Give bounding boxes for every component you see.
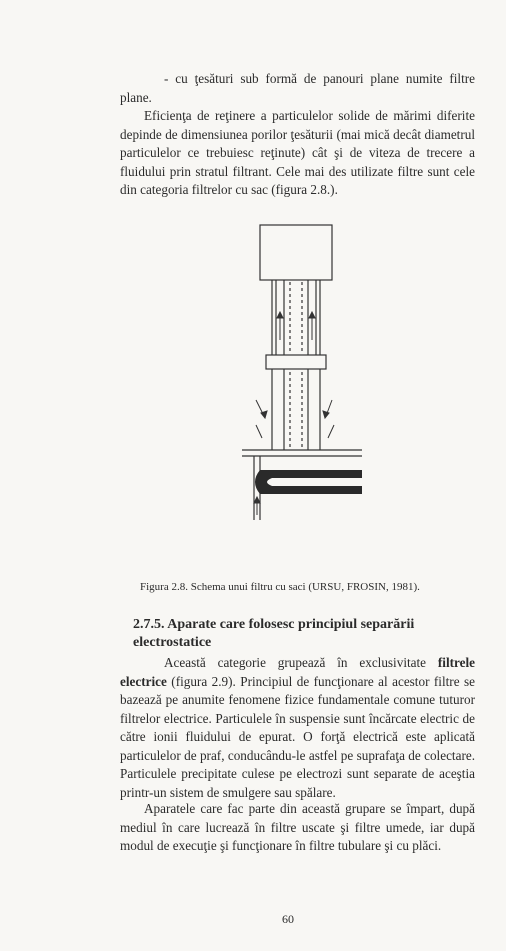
- paragraph-filtre-plane: - cu ţesături sub formă de panouri plane numite filtre plane.: [120, 71, 475, 105]
- figure-caption: Figura 2.8. Schema unui filtru cu saci (URSU, FROSIN, 1981).: [140, 581, 420, 593]
- paragraph-eficienta: Eficienţa de reţinere a particulelor solide de mărimi diferite depinde de dimensiunea porilor ţesăturii (mai mică decât diametrul particulelor ce trebuiesc reţinute) cât şi de viteza de trecere a fluidului prin stratul filtrant. Cele mai des utilizate filtre sunt cele din categoria filtrelor cu sac (figura 2.8.).: [120, 108, 475, 197]
- paragraph-filtre-electrice: Această categorie grupează în exclusivitate filtrele electrice (figura 2.9). Principiul de funcţionare al acestor filtre se bazează pe anumite fenomene fizice fundamentale comune tuturor filtrelor electrice. Particulele în suspensie sunt încărcate electric de către ionii fluidului de epurat. O forţă electrică este aplicată particulelor de praf, conducându-le astfel pe suprafaţa de colectare. Particulele precipitate culese pe electrozi sunt separate de aceştia printr-un sistem de smulgere sau spălare.: [120, 655, 475, 800]
- paragraph-aparatele: Aparatele care fac parte din această grupare se împart, după mediul în care lucrează în filtre uscate şi filtre umede, iar după modul de execuţie şi funcţionare în filtre tubulare şi cu plăci.: [120, 801, 475, 853]
- collection-pipe: [255, 470, 362, 494]
- bag-filter-diagram: [232, 220, 362, 560]
- section-heading: 2.7.5. Aparate care folosesc principiul separării electrostatice: [133, 617, 415, 650]
- filter-middle-collar: [266, 355, 326, 369]
- filter-housing-top: [260, 225, 332, 280]
- term-filtrele-electrice: filtrele electrice: [120, 655, 475, 689]
- page-number: 60: [282, 912, 294, 926]
